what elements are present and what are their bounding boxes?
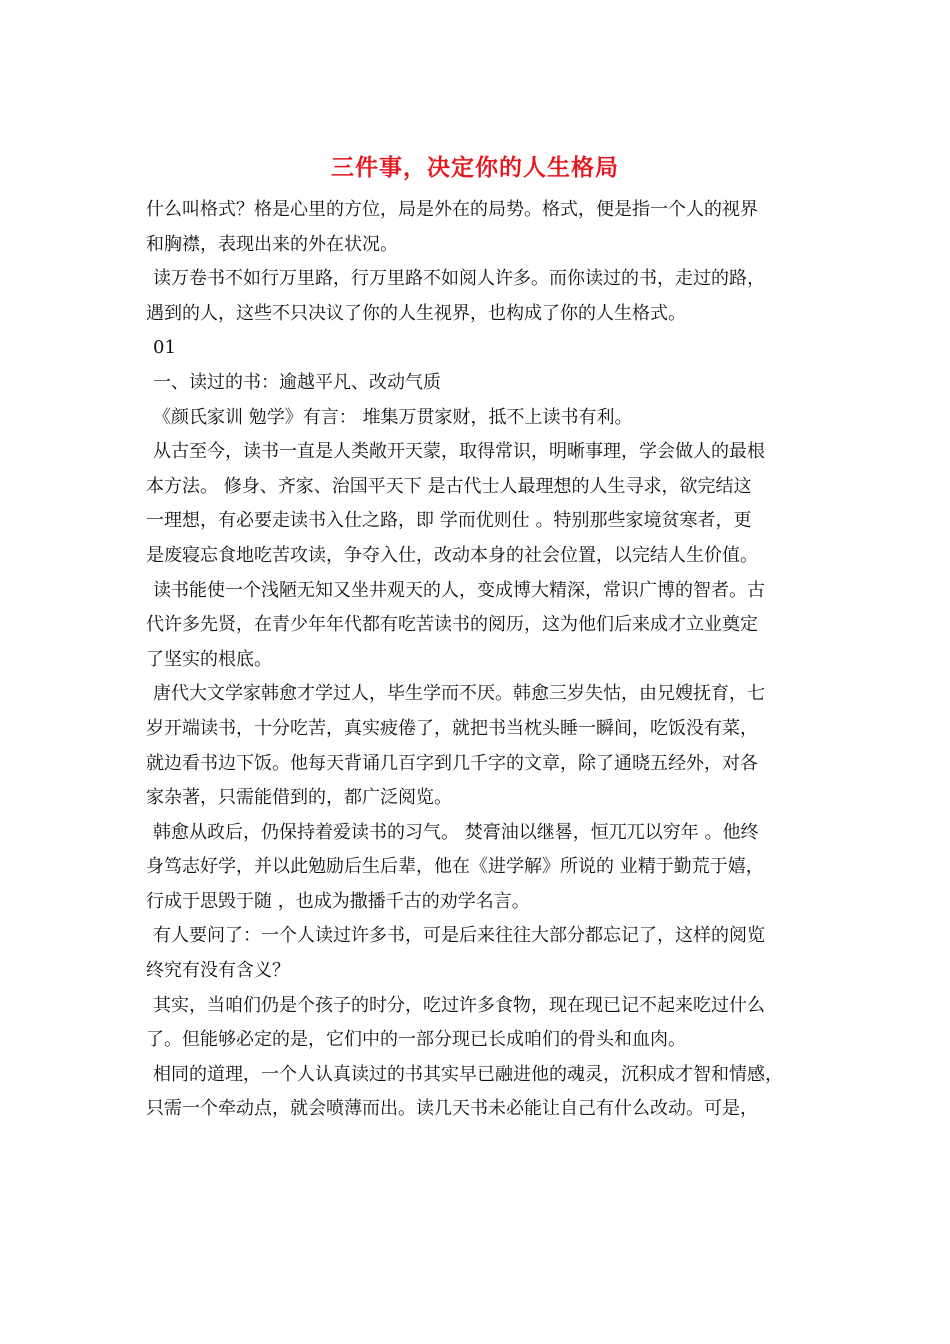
- body-line: 遇到的人，这些不只决议了你的人生视界，也构成了你的人生格式。: [146, 302, 686, 324]
- body-line: 读万卷书不如行万里路，行万里路不如阅人许多。而你读过的书，走过的路，: [153, 268, 765, 290]
- body-line: 是废寝忘食地吃苦攻读，争夺入仕，改动本身的社会位置，以完结人生价值。: [146, 544, 758, 566]
- body-line: 行成于思毁于随 ，也成为撒播千古的劝学名言。: [146, 890, 530, 912]
- body-line: 代许多先贤，在青少年年代都有吃苦读书的阅历，这为他们后来成才立业奠定: [146, 614, 758, 636]
- body-line: 身笃志好学，并以此勉励后生后辈，他在《进学解》所说的 业精于勤荒于嬉，: [146, 856, 764, 878]
- body-line: 读书能使一个浅陋无知又坐井观天的人，变成博大精深，常识广博的智者。古: [153, 579, 765, 601]
- body-line: 终究有没有含义？: [146, 960, 290, 982]
- body-line: 唐代大文学家韩愈才学过人，毕生学而不厌。韩愈三岁失怙，由兄嫂抚育，七: [153, 683, 765, 705]
- body-line: 岁开端读书，十分吃苦，真实疲倦了，就把书当枕头睡一瞬间，吃饭没有菜，: [146, 717, 758, 739]
- body-line: 和胸襟，表现出来的外在状况。: [146, 233, 398, 255]
- section-number: 01: [153, 337, 176, 359]
- body-line: 家杂著，只需能借到的，都广泛阅览。: [146, 787, 452, 809]
- body-line: 了坚实的根底。: [146, 648, 272, 670]
- body-line: 一理想，有必要走读书入仕之路，即 学而优则仕 。特别那些家境贫寒者，更: [146, 510, 752, 532]
- body-line: 《颜氏家训 勉学》有言： 堆集万贯家财，抵不上读书有利。: [153, 406, 633, 428]
- body-line: 相同的道理，一个人认真读过的书其实早已融进他的魂灵，沉积成才智和情感，: [153, 1063, 783, 1085]
- body-line: 有人要问了：一个人读过许多书，可是后来往往大部分都忘记了，这样的阅览: [153, 925, 765, 947]
- body-line: 从古至今，读书一直是人类敞开天蒙，取得常识，明晰事理，学会做人的最根: [153, 441, 765, 463]
- body-line: 了。但能够必定的是，它们中的一部分现已长成咱们的骨头和血肉。: [146, 1029, 686, 1051]
- body-line: 就边看书边下饭。他每天背诵几百字到几千字的文章，除了通晓五经外，对各: [146, 752, 758, 774]
- body-line: 其实，当咱们仍是个孩子的时分，吃过许多食物，现在现已记不起来吃过什么: [153, 994, 765, 1016]
- body-line: 本方法。 修身、齐家、治国平天下 是古代士人最理想的人生寻求，欲完结这: [146, 475, 752, 497]
- body-line: 韩愈从政后，仍保持着爱读书的习气。 焚膏油以继晷，恒兀兀以穷年 。他终: [153, 821, 759, 843]
- body-line: 什么叫格式？格是心里的方位，局是外在的局势。格式，便是指一个人的视界: [146, 199, 758, 220]
- document-title: 三件事，决定你的人生格局: [331, 154, 619, 181]
- document-body: [146, 193, 816, 1127]
- section-heading: 一、读过的书：逾越平凡、改动气质: [153, 371, 441, 393]
- body-line: 只需一个牵动点，就会喷薄而出。读几天书未必能让自己有什么改动。可是，: [146, 1098, 758, 1120]
